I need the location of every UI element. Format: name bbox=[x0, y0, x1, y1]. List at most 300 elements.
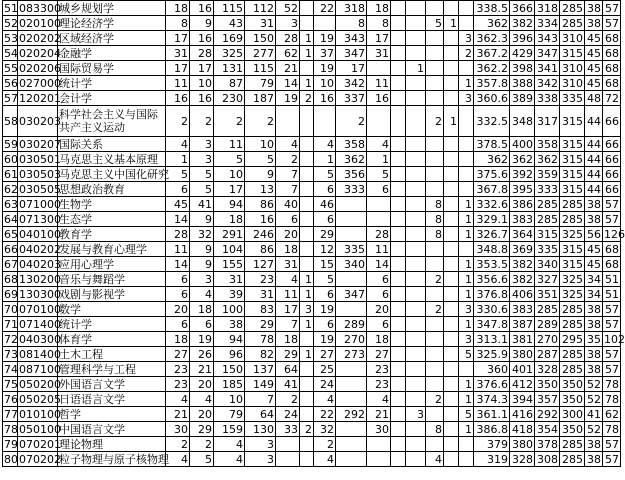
value-cell bbox=[444, 332, 459, 347]
value-cell: 100 bbox=[214, 302, 245, 317]
value-cell: 22 bbox=[314, 407, 336, 422]
value-cell: 357 bbox=[535, 392, 560, 407]
value-cell bbox=[459, 362, 474, 377]
value-cell: 285 bbox=[560, 362, 585, 377]
value-cell: 362.3 bbox=[474, 31, 510, 46]
value-cell: 27 bbox=[314, 347, 336, 362]
value-cell: 29 bbox=[245, 317, 276, 332]
major-code-cell: 020100 bbox=[19, 16, 61, 30]
value-cell: 41 bbox=[190, 197, 214, 212]
value-cell: 338.5 bbox=[474, 1, 510, 16]
value-cell: 20 bbox=[367, 302, 391, 317]
value-cell: 14 bbox=[367, 257, 391, 272]
value-cell: 285 bbox=[535, 197, 560, 212]
table-row bbox=[3, 106, 621, 137]
value-cell: 7 bbox=[245, 392, 276, 407]
table-row bbox=[3, 347, 621, 362]
value-cell bbox=[391, 347, 406, 362]
row-index-cell: 69 bbox=[4, 287, 18, 301]
value-cell: 102 bbox=[604, 332, 625, 346]
value-cell: 325 bbox=[560, 227, 585, 242]
value-cell: 6 bbox=[166, 272, 190, 287]
value-cell: 25 bbox=[314, 362, 336, 377]
value-cell: 16 bbox=[166, 91, 190, 106]
value-cell: 13 bbox=[245, 182, 276, 197]
value-cell: 18 bbox=[190, 302, 214, 317]
value-cell: 2 bbox=[300, 91, 314, 106]
value-cell: 369 bbox=[510, 242, 535, 257]
value-cell: 10 bbox=[214, 392, 245, 407]
value-cell: 24 bbox=[314, 377, 336, 392]
value-cell bbox=[444, 362, 459, 377]
value-cell: 18 bbox=[367, 332, 391, 347]
table-row bbox=[3, 452, 621, 467]
value-cell bbox=[444, 61, 459, 76]
value-cell: 27 bbox=[166, 347, 190, 362]
value-cell: 130 bbox=[245, 422, 276, 437]
value-cell: 82 bbox=[245, 347, 276, 362]
value-cell bbox=[444, 392, 459, 407]
value-cell bbox=[336, 377, 367, 392]
value-cell: 5 bbox=[190, 452, 214, 467]
value-cell: 285 bbox=[560, 197, 585, 212]
value-cell: 17 bbox=[166, 31, 190, 46]
value-cell: 187 bbox=[245, 91, 276, 106]
value-cell bbox=[300, 167, 314, 182]
value-cell bbox=[406, 452, 426, 467]
major-code-cell: 030203 bbox=[18, 106, 58, 137]
value-cell: 380 bbox=[510, 347, 535, 362]
value-cell: 34 bbox=[585, 272, 603, 287]
value-cell: 1 bbox=[459, 257, 474, 272]
value-cell: 360 bbox=[474, 362, 510, 377]
value-cell bbox=[300, 182, 314, 197]
value-cell bbox=[300, 16, 314, 31]
row-index-cell: 77 bbox=[4, 407, 18, 421]
value-cell: 149 bbox=[245, 377, 276, 392]
value-cell: 31 bbox=[245, 16, 276, 31]
value-cell: 11 bbox=[166, 242, 190, 257]
value-cell: 78 bbox=[603, 377, 621, 392]
value-cell: 10 bbox=[190, 76, 214, 91]
value-cell: 1 bbox=[300, 76, 314, 91]
value-cell: 17 bbox=[367, 31, 391, 46]
table-row bbox=[3, 437, 621, 452]
value-cell: 315 bbox=[560, 137, 585, 152]
value-cell bbox=[444, 182, 459, 197]
value-cell: 1 bbox=[314, 152, 336, 167]
table-row bbox=[3, 272, 621, 287]
value-cell: 270 bbox=[535, 332, 560, 347]
major-name-cell: 马克思主义中国化研究 bbox=[59, 167, 169, 181]
row-index-cell: 61 bbox=[4, 167, 18, 181]
value-cell: 400 bbox=[510, 137, 535, 152]
value-cell: 406 bbox=[510, 287, 535, 302]
value-cell bbox=[426, 257, 444, 272]
major-name-cell: 生态学 bbox=[58, 212, 166, 227]
value-cell bbox=[314, 16, 336, 31]
table-row bbox=[3, 257, 621, 272]
value-cell bbox=[406, 46, 426, 61]
value-cell bbox=[391, 257, 406, 272]
value-cell: 30 bbox=[367, 422, 391, 437]
value-cell: 416 bbox=[510, 407, 535, 422]
value-cell: 27 bbox=[367, 347, 391, 362]
value-cell bbox=[391, 452, 406, 467]
value-cell: 38 bbox=[585, 347, 603, 362]
value-cell bbox=[336, 437, 367, 452]
major-code-cell: 070201 bbox=[19, 437, 61, 451]
value-cell: 150 bbox=[245, 31, 276, 46]
value-cell bbox=[300, 407, 314, 422]
value-cell: 289 bbox=[535, 317, 560, 332]
value-cell: 273 bbox=[336, 347, 367, 362]
value-cell bbox=[444, 76, 459, 91]
value-cell: 45 bbox=[585, 257, 603, 272]
value-cell bbox=[300, 152, 314, 167]
row-index-cell: 59 bbox=[4, 137, 18, 151]
row-index-cell: 57 bbox=[4, 91, 18, 105]
value-cell: 338 bbox=[535, 91, 560, 106]
value-cell: 68 bbox=[603, 76, 621, 91]
value-cell bbox=[300, 137, 314, 152]
value-cell: 394 bbox=[510, 392, 535, 407]
value-cell: 30 bbox=[166, 422, 190, 437]
value-cell: 351 bbox=[535, 287, 560, 302]
value-cell bbox=[276, 106, 300, 137]
major-name-cell: 理论物理 bbox=[58, 437, 166, 452]
value-cell bbox=[406, 377, 426, 392]
value-cell: 341 bbox=[535, 61, 560, 76]
value-cell: 11 bbox=[214, 137, 245, 152]
value-cell bbox=[391, 437, 406, 452]
table-row bbox=[3, 31, 621, 46]
major-code-cell: 071000 bbox=[19, 197, 61, 211]
value-cell bbox=[391, 61, 406, 76]
value-cell: 5 bbox=[166, 167, 190, 182]
value-cell: 3 bbox=[190, 137, 214, 152]
value-cell: 246 bbox=[245, 227, 276, 242]
value-cell: 325 bbox=[560, 287, 585, 302]
value-cell: 18 bbox=[276, 332, 300, 347]
major-name-cell: 应用心理学 bbox=[58, 257, 166, 272]
value-cell: 386 bbox=[510, 197, 535, 212]
major-name-cell: 金融学 bbox=[58, 46, 166, 61]
table-row bbox=[3, 167, 621, 182]
value-cell: 79 bbox=[214, 407, 245, 422]
value-cell: 57 bbox=[603, 1, 621, 16]
table-row bbox=[3, 242, 621, 257]
value-cell: 362 bbox=[474, 16, 510, 31]
value-cell: 26 bbox=[190, 347, 214, 362]
value-cell: 115 bbox=[245, 61, 276, 76]
row-index-cell: 52 bbox=[4, 16, 18, 30]
value-cell: 4 bbox=[276, 137, 300, 152]
value-cell: 2 bbox=[426, 106, 444, 137]
value-cell: 1 bbox=[406, 61, 426, 76]
value-cell: 31 bbox=[276, 257, 300, 272]
value-cell: 94 bbox=[214, 332, 245, 347]
value-cell: 8 bbox=[426, 227, 444, 242]
row-index-cell: 65 bbox=[4, 227, 18, 241]
value-cell bbox=[426, 76, 444, 91]
value-cell: 169 bbox=[214, 31, 245, 46]
value-cell: 4 bbox=[166, 452, 190, 467]
value-cell: 96 bbox=[214, 347, 245, 362]
value-cell: 6 bbox=[367, 182, 391, 197]
value-cell bbox=[336, 272, 367, 287]
value-cell bbox=[391, 16, 406, 31]
value-cell: 9 bbox=[190, 257, 214, 272]
table-row bbox=[3, 16, 621, 31]
major-name-cell: 粒子物理与原子核物理 bbox=[59, 452, 169, 466]
value-cell: 1 bbox=[300, 31, 314, 46]
major-code-cell: 070100 bbox=[19, 302, 61, 316]
value-cell: 285 bbox=[560, 1, 585, 16]
value-cell: 1 bbox=[444, 16, 459, 31]
value-cell bbox=[444, 1, 459, 16]
value-cell: 4 bbox=[367, 137, 391, 152]
value-cell bbox=[444, 152, 459, 167]
value-cell bbox=[406, 272, 426, 287]
value-cell: 6 bbox=[314, 212, 336, 227]
major-code-cell: 071300 bbox=[19, 212, 61, 226]
row-index-cell: 53 bbox=[4, 31, 18, 45]
value-cell bbox=[367, 197, 391, 212]
value-cell: 386.8 bbox=[474, 422, 510, 437]
value-cell: 2 bbox=[426, 272, 444, 287]
value-cell: 2 bbox=[426, 392, 444, 407]
value-cell: 5 bbox=[459, 347, 474, 362]
value-cell bbox=[406, 332, 426, 347]
value-cell bbox=[444, 437, 459, 452]
value-cell: 325.9 bbox=[474, 347, 510, 362]
value-cell: 328 bbox=[535, 362, 560, 377]
value-cell bbox=[459, 16, 474, 31]
major-code-cell: 081400 bbox=[19, 347, 61, 361]
value-cell bbox=[444, 377, 459, 392]
table-row bbox=[3, 212, 621, 227]
major-code-cell: 030501 bbox=[19, 152, 61, 166]
value-cell bbox=[391, 422, 406, 437]
value-cell: 19 bbox=[276, 91, 300, 106]
value-cell: 23 bbox=[367, 362, 391, 377]
value-cell: 19 bbox=[190, 332, 214, 347]
value-cell: 31 bbox=[214, 272, 245, 287]
value-cell: 340 bbox=[336, 257, 367, 272]
value-cell: 78 bbox=[245, 332, 276, 347]
value-cell: 3 bbox=[276, 16, 300, 31]
value-cell: 1 bbox=[166, 152, 190, 167]
value-cell: 16 bbox=[245, 212, 276, 227]
value-cell: 4 bbox=[214, 452, 245, 467]
value-cell: 4 bbox=[367, 392, 391, 407]
value-cell bbox=[367, 106, 391, 137]
value-cell: 52 bbox=[585, 422, 603, 437]
value-cell: 66 bbox=[603, 137, 621, 152]
value-cell: 362 bbox=[474, 152, 510, 167]
value-cell: 383 bbox=[510, 302, 535, 317]
major-name-cell: 管理科学与工程 bbox=[58, 362, 166, 377]
major-name-cell: 体育学 bbox=[58, 332, 166, 347]
value-cell: 350 bbox=[560, 377, 585, 392]
value-cell: 17 bbox=[166, 61, 190, 76]
value-cell bbox=[300, 106, 314, 137]
value-cell: 52 bbox=[585, 392, 603, 407]
value-cell: 3 bbox=[190, 152, 214, 167]
table-row bbox=[3, 332, 621, 347]
value-cell: 3 bbox=[406, 407, 426, 422]
value-cell: 348 bbox=[510, 106, 535, 137]
value-cell: 20 bbox=[190, 377, 214, 392]
value-cell: 185 bbox=[214, 377, 245, 392]
value-cell: 62 bbox=[603, 407, 621, 422]
value-cell: 2 bbox=[459, 46, 474, 61]
value-cell: 1 bbox=[459, 197, 474, 212]
value-cell: 285 bbox=[535, 302, 560, 317]
value-cell: 4 bbox=[426, 452, 444, 467]
table-row bbox=[3, 61, 621, 76]
table-row bbox=[3, 302, 621, 317]
value-cell: 395 bbox=[510, 182, 535, 197]
value-cell: 6 bbox=[166, 287, 190, 302]
value-cell bbox=[336, 197, 367, 212]
value-cell: 57 bbox=[603, 362, 621, 377]
value-cell: 362 bbox=[535, 152, 560, 167]
value-cell: 2 bbox=[245, 106, 276, 137]
value-cell: 16 bbox=[190, 1, 214, 16]
value-cell: 44 bbox=[585, 167, 603, 182]
value-cell: 412 bbox=[510, 377, 535, 392]
value-cell: 310 bbox=[560, 31, 585, 46]
value-cell: 333 bbox=[336, 182, 367, 197]
major-code-cell: 027000 bbox=[19, 76, 61, 90]
value-cell: 68 bbox=[603, 257, 621, 272]
value-cell bbox=[391, 272, 406, 287]
value-cell: 379 bbox=[474, 437, 510, 452]
value-cell: 1 bbox=[459, 287, 474, 302]
value-cell: 14 bbox=[276, 76, 300, 91]
value-cell: 6 bbox=[367, 272, 391, 287]
value-cell: 343 bbox=[336, 31, 367, 46]
value-cell: 3 bbox=[300, 302, 314, 317]
value-cell bbox=[300, 377, 314, 392]
value-cell bbox=[391, 1, 406, 16]
value-cell bbox=[406, 31, 426, 46]
value-cell bbox=[406, 76, 426, 91]
row-index-cell: 60 bbox=[4, 152, 18, 166]
value-cell: 5 bbox=[459, 407, 474, 422]
value-cell bbox=[444, 407, 459, 422]
value-cell: 5 bbox=[190, 182, 214, 197]
row-index-cell: 75 bbox=[4, 377, 18, 391]
value-cell: 335 bbox=[535, 242, 560, 257]
value-cell: 350 bbox=[535, 377, 560, 392]
value-cell: 347 bbox=[336, 287, 367, 302]
value-cell: 4 bbox=[166, 392, 190, 407]
value-cell: 300 bbox=[560, 407, 585, 422]
major-code-cell: 130200 bbox=[19, 272, 61, 286]
value-cell: 2 bbox=[166, 106, 190, 137]
value-cell: 8 bbox=[367, 16, 391, 31]
value-cell bbox=[426, 46, 444, 61]
value-cell: 83 bbox=[245, 302, 276, 317]
value-cell: 24 bbox=[276, 407, 300, 422]
value-cell bbox=[406, 197, 426, 212]
value-cell bbox=[391, 392, 406, 407]
table-row bbox=[3, 152, 621, 167]
value-cell bbox=[300, 362, 314, 377]
major-code-cell: 030505 bbox=[19, 182, 61, 196]
row-index-cell: 67 bbox=[4, 257, 18, 271]
value-cell: 382 bbox=[510, 272, 535, 287]
value-cell: 51 bbox=[603, 272, 621, 287]
value-cell bbox=[444, 287, 459, 302]
value-cell: 4 bbox=[214, 437, 245, 452]
value-cell: 9 bbox=[245, 167, 276, 182]
value-cell bbox=[391, 212, 406, 227]
value-cell: 4 bbox=[276, 272, 300, 287]
value-cell bbox=[426, 137, 444, 152]
value-cell: 285 bbox=[560, 317, 585, 332]
value-cell bbox=[459, 167, 474, 182]
value-cell: 315 bbox=[560, 106, 585, 137]
value-cell: 38 bbox=[585, 1, 603, 16]
value-cell: 21 bbox=[166, 407, 190, 422]
value-cell: 32 bbox=[190, 227, 214, 242]
value-cell bbox=[300, 437, 314, 452]
value-cell bbox=[406, 362, 426, 377]
value-cell: 38 bbox=[585, 362, 603, 377]
major-name-cell: 统计学 bbox=[58, 76, 166, 91]
value-cell bbox=[406, 137, 426, 152]
value-cell: 34 bbox=[585, 287, 603, 302]
major-name-cell: 哲学 bbox=[58, 407, 166, 422]
value-cell: 333 bbox=[535, 182, 560, 197]
value-cell bbox=[336, 362, 367, 377]
value-cell bbox=[406, 227, 426, 242]
value-cell: 18 bbox=[166, 332, 190, 347]
value-cell: 43 bbox=[214, 16, 245, 31]
row-index-cell: 56 bbox=[4, 76, 18, 90]
major-name-cell: 发展与教育心理学 bbox=[58, 242, 166, 257]
value-cell: 5 bbox=[426, 16, 444, 31]
value-cell bbox=[406, 167, 426, 182]
value-cell: 335 bbox=[560, 91, 585, 106]
value-cell: 41 bbox=[276, 377, 300, 392]
value-cell: 3 bbox=[245, 437, 276, 452]
value-cell: 112 bbox=[245, 1, 276, 16]
value-cell: 230 bbox=[214, 91, 245, 106]
value-cell: 289 bbox=[336, 317, 367, 332]
value-cell bbox=[459, 1, 474, 16]
value-cell: 137 bbox=[245, 362, 276, 377]
value-cell bbox=[406, 347, 426, 362]
value-cell bbox=[459, 452, 474, 467]
value-cell bbox=[300, 1, 314, 16]
major-code-cell: 030503 bbox=[19, 167, 61, 181]
value-cell: 16 bbox=[190, 31, 214, 46]
value-cell: 3 bbox=[459, 31, 474, 46]
major-code-cell: 020202 bbox=[19, 31, 61, 45]
value-cell bbox=[426, 287, 444, 302]
table-row bbox=[3, 422, 621, 437]
value-cell bbox=[300, 61, 314, 76]
value-cell bbox=[444, 317, 459, 332]
value-cell: 29 bbox=[314, 227, 336, 242]
value-cell: 18 bbox=[214, 212, 245, 227]
value-cell bbox=[426, 347, 444, 362]
